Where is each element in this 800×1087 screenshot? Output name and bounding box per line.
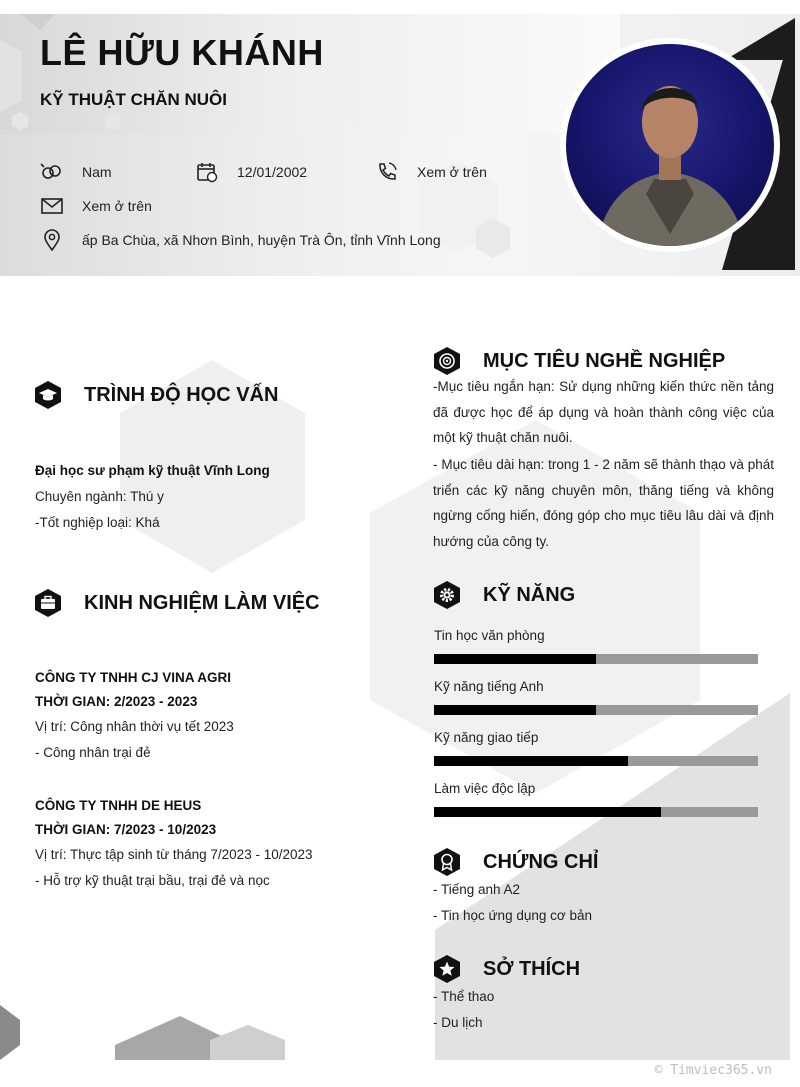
gear-icon	[433, 580, 461, 610]
job-title: KỸ THUẬT CHĂN NUÔI	[40, 90, 227, 109]
skills-section-title	[433, 580, 575, 610]
candidate-name: LÊ HỮU KHÁNH	[40, 32, 324, 73]
job-2-time: THỜI GIAN: 7/2023 - 10/2023	[35, 822, 217, 837]
briefcase-icon	[34, 588, 62, 618]
education-grade: -Tốt nghiệp loại: Khá	[35, 515, 160, 530]
graduation-cap-icon	[34, 380, 62, 410]
phone-icon	[375, 160, 399, 184]
job-1-description: - Công nhân trại đẻ	[35, 745, 151, 760]
skill-2-fill	[434, 705, 596, 715]
avatar	[566, 44, 774, 246]
objective-long-term: - Mục tiêu dài hạn: trong 1 - 2 năm sẽ thành thạo và phát triển các kỹ năng chuyên môn, thăng tiếng và không ngừng cống hiến, đóng góp cho mục tiêu lâu dài và định hướng của công ty.	[433, 457, 774, 549]
calendar-icon	[195, 160, 219, 184]
location-pin-icon	[40, 228, 64, 252]
address-value: ấp Ba Chùa, xã Nhơn Bình, huyện Trà Ôn, tỉnh Vĩnh Long	[82, 232, 441, 248]
education-school: Đại học sư phạm kỹ thuật Vĩnh Long	[35, 463, 270, 478]
job-2-position: Vị trí: Thực tập sinh từ tháng 7/2023 - 10/2023	[35, 847, 313, 862]
skill-2-bar	[434, 705, 758, 715]
hobby-item-2: - Du lịch	[433, 1015, 483, 1030]
birthday-value: 12/01/2002	[237, 164, 308, 180]
objective-title: MỤC TIÊU NGHỀ NGHIỆP	[483, 349, 726, 372]
star-icon	[433, 954, 461, 984]
certificate-item-1: - Tiếng anh A2	[433, 882, 521, 897]
contact-birthday	[195, 160, 307, 184]
contact-address	[40, 228, 441, 252]
watermark: © Timviec365.vn	[654, 1063, 772, 1078]
phone-value: Xem ở trên	[417, 164, 487, 180]
contact-phone	[375, 160, 487, 184]
certificates-section-title	[433, 847, 598, 877]
skill-3-bar	[434, 756, 758, 766]
experience-section-title	[34, 588, 320, 618]
job-1-position: Vị trí: Công nhân thời vụ tết 2023	[35, 719, 234, 734]
skills-title: KỸ NĂNG	[483, 583, 576, 606]
hobbies-title: SỞ THÍCH	[483, 957, 581, 980]
skill-1-fill	[434, 654, 596, 664]
education-major: Chuyên ngành: Thú y	[35, 489, 164, 504]
target-icon	[433, 346, 461, 376]
hobbies-section-title	[433, 954, 580, 984]
gender-icon	[40, 160, 64, 184]
skill-3-label: Kỹ năng giao tiếp	[434, 730, 539, 745]
job-2-company: CÔNG TY TNHH DE HEUS	[35, 798, 202, 813]
contact-gender	[40, 160, 112, 184]
experience-title: KINH NGHIỆM LÀM VIỆC	[84, 591, 320, 614]
skill-4-label: Làm việc độc lập	[434, 781, 536, 796]
objective-section-title	[433, 346, 725, 376]
hobby-item-1: - Thể thao	[433, 989, 495, 1004]
skill-1-label: Tin học văn phòng	[434, 628, 545, 643]
certificates-title: CHỨNG CHỈ	[483, 850, 599, 873]
job-1-time: THỜI GIAN: 2/2023 - 2023	[35, 694, 198, 709]
certificate-item-2: - Tin học ứng dụng cơ bản	[433, 908, 592, 923]
education-title: TRÌNH ĐỘ HỌC VẤN	[84, 383, 279, 406]
skill-1-bar	[434, 654, 758, 664]
award-medal-icon	[433, 847, 461, 877]
objective-short-term: -Mục tiêu ngắn hạn: Sử dụng những kiến thức nền tảng đã được học để áp dụng và hoàn thành công việc của một kỹ thuật chăn nuôi.	[433, 379, 774, 445]
avatar-portrait-icon	[566, 44, 774, 246]
skill-4-bar	[434, 807, 758, 817]
job-2-description: - Hỗ trợ kỹ thuật trại bầu, trại đẻ và nọc	[35, 873, 270, 888]
contact-email	[40, 194, 152, 218]
skill-3-fill	[434, 756, 628, 766]
skill-4-fill	[434, 807, 661, 817]
skill-2-label: Kỹ năng tiếng Anh	[434, 679, 544, 694]
email-value: Xem ở trên	[82, 198, 152, 214]
envelope-icon	[40, 194, 64, 218]
gender-value: Nam	[82, 164, 112, 180]
job-1-company: CÔNG TY TNHH CJ VINA AGRI	[35, 670, 232, 685]
education-section-title	[34, 380, 278, 410]
